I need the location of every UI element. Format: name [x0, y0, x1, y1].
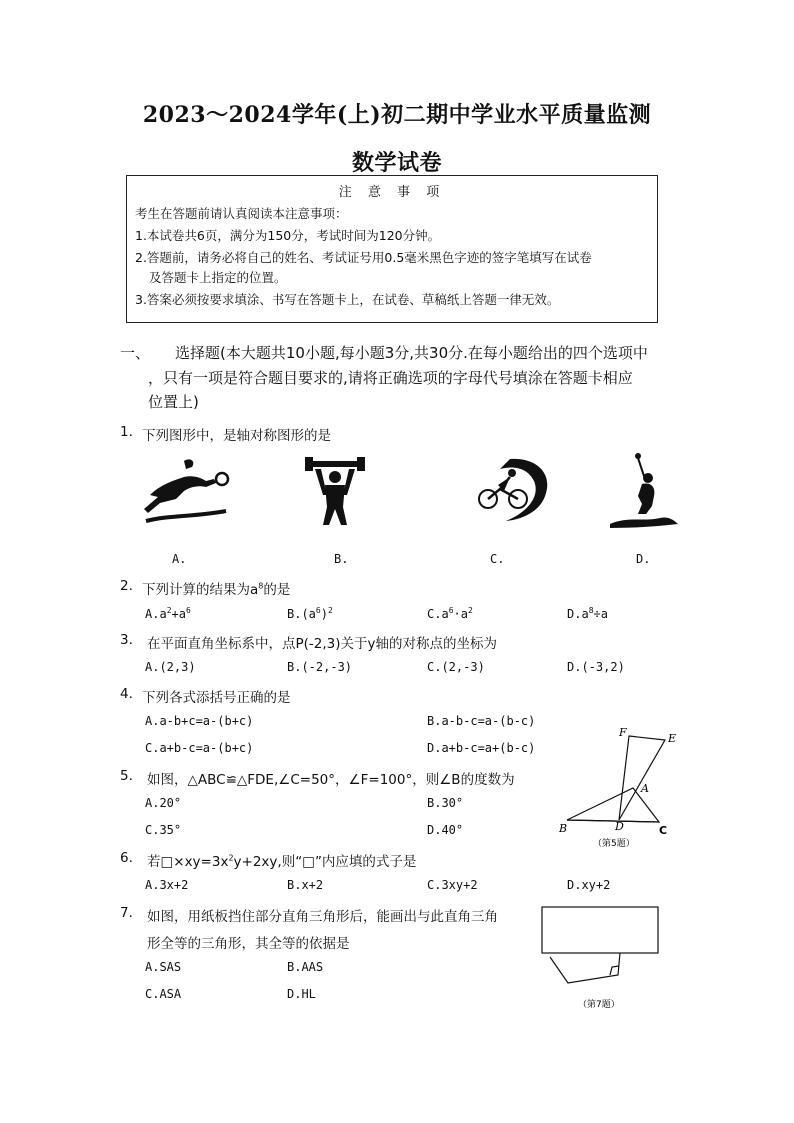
notice-line: 1.本试卷共6页，满分为150分，考试时间为120分钟。: [135, 228, 441, 243]
label-d: D: [615, 820, 624, 833]
option-b: B.30°: [427, 796, 464, 810]
option-a: A.20°: [145, 796, 182, 810]
figure-caption: （第7题）: [578, 1000, 620, 1010]
notice-heading: 注 意 事 项: [338, 185, 446, 200]
volleyball-player-icon: [140, 455, 232, 527]
section-heading: 位置上): [148, 393, 199, 411]
option-c: $C.a^6\cdot a^2$: [427, 606, 473, 621]
question-number: 1.: [120, 424, 133, 440]
option-c: C.35°: [145, 823, 182, 837]
question-text: 若$□\times xy=3x^2y+2xy$,则“□”内应填的式子是: [147, 853, 417, 870]
question-number: 6.: [120, 850, 133, 866]
section-number: 一、: [120, 344, 151, 362]
option-label: B.: [334, 552, 349, 566]
exam-title: 2023～2024学年(上)初二期中学业水平质量监测: [142, 102, 652, 128]
question-text: 下列图形中，是轴对称图形的是: [142, 428, 331, 444]
label-a: A: [641, 782, 649, 795]
golfer-icon: [608, 452, 680, 530]
option-c: C.a+b-c=a-(b+c): [145, 741, 254, 755]
option-d: D.xy+2: [567, 878, 611, 892]
question-number: 4.: [120, 686, 133, 702]
question-number: 2.: [120, 578, 133, 594]
option-c: C.ASA: [145, 987, 182, 1001]
notice-box: [126, 175, 658, 323]
question-number: 7.: [120, 905, 133, 921]
question-text: 下列计算的结果为$a^8$的是: [142, 581, 291, 598]
option-a: A.(2,3): [145, 660, 196, 674]
exam-subtitle: 数学试卷: [351, 150, 442, 176]
notice-line: 3.答案必须按要求填涂、书写在答题卡上，在试卷、草稿纸上答题一律无效。: [135, 292, 560, 307]
option-a: A.3x+2: [145, 878, 189, 892]
notice-line: 考生在答题前请认真阅读本注意事项：: [135, 206, 348, 221]
cyclist-icon: [470, 455, 552, 527]
option-a: $A.a^2+a^6$: [145, 606, 191, 621]
question-text: 如图，用纸板挡住部分直角三角形后，能画出与此直角三角: [147, 909, 498, 925]
label-b: B: [559, 822, 568, 835]
covered-triangle-figure-q7: [538, 905, 663, 1015]
notice-line: 及答题卡上指定的位置。: [149, 270, 287, 285]
option-d: $D.a^8\div a$: [567, 606, 608, 621]
option-a: A.SAS: [145, 960, 182, 974]
option-b: B.AAS: [287, 960, 324, 974]
option-d: D.(-3,2): [567, 660, 625, 674]
question-number: 3.: [120, 632, 133, 648]
option-c: C.3xy+2: [427, 878, 478, 892]
label-f: F: [619, 726, 627, 739]
option-a: A.a-b+c=a-(b+c): [145, 714, 254, 728]
option-d: D.a+b-c=a+(b-c): [427, 741, 536, 755]
question-text: 下列各式添括号正确的是: [142, 690, 291, 706]
figure-caption: （第5题）: [593, 839, 635, 849]
question-number: 5.: [120, 768, 133, 784]
option-b: B.x+2: [287, 878, 324, 892]
option-b: $B.(a^6)^2$: [287, 606, 333, 621]
label-c: C: [659, 824, 668, 837]
label-e: E: [668, 732, 677, 745]
option-b: B.(-2,-3): [287, 660, 353, 674]
section-heading: 选择题(本大题共10小题,每小题3分,共30分.在每小题给出的四个选项中: [175, 344, 648, 362]
weightlifter-icon: [305, 455, 365, 527]
question-text: 如图，△ABC≌△FDE,∠C=50°，∠F=100°，则∠B的度数为: [147, 772, 515, 788]
section-heading: ，只有一项是符合题目要求的,请将正确选项的字母代号填涂在答题卡相应: [148, 369, 633, 387]
notice-line: 2.答题前，请务必将自己的姓名、考试证号用0.5毫米黑色字迹的签字笔填写在试卷: [135, 250, 592, 265]
question-text: 形全等的三角形，其全等的依据是: [147, 936, 350, 952]
option-c: C.(2,-3): [427, 660, 485, 674]
option-label: A.: [172, 552, 187, 566]
triangle-figure-q5: [555, 722, 685, 852]
option-d: D.HL: [287, 987, 316, 1001]
option-d: D.40°: [427, 823, 464, 837]
question-text: 在平面直角坐标系中，点P(-2,3)关于y轴的对称点的坐标为: [147, 636, 498, 652]
option-label: C.: [490, 552, 505, 566]
option-b: B.a-b-c=a-(b-c): [427, 714, 536, 728]
option-label: D.: [636, 552, 651, 566]
